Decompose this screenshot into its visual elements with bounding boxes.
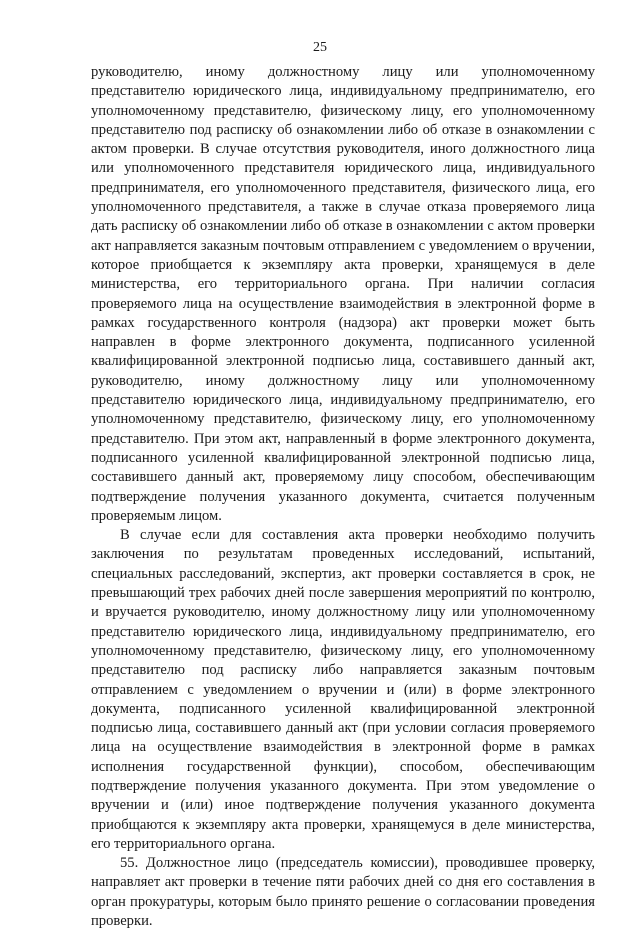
paragraph-continuation: руководителю, иному должностному лицу или уполномоченному представителю юридического лица, индивидуальному предпринимателю, его уполномоченному представителю, физическому лицу, его уполномоченному представителю под расписку об ознакомлении либо об отказе в ознакомлении с актом проверки. В случае отсутствия руководителя, иного должностного лица или уполномоченного представителя юридического лица, индивидуального предпринимателя, его уполномоченного представителя, физического лица, его уполномоченного представителя, а также в случае отказа проверяемого лица дать расписку об ознакомлении либо об отказе в ознакомлении с актом проверки акт направляется заказным почтовым отправлением с уведомлением о вручении, которое приобщается к экземпляру акта проверки, хранящемуся в деле министерства, его территориального органа. При наличии согласия проверяемого лица на осуществление взаимодействия в электронной форме в рамках государственного контроля (надзора) акт проверки может быть направлен в форме электронного документа, подписанного усиленной квалифицированной электронной подписью лица, составившего данный акт, руководителю, иному должностному лицу или уполномоченному представителю юридического лица, индивидуальному предпринимателю, его уполномоченному представителю, физическому лицу, его уполномоченному представителю. При этом акт, направленный в форме электронного документа, подписанного усиленной квалифицированной электронной подписью лица, составившего данный акт, проверяемому лицу способом, обеспечивающим подтверждение получения указанного документа, считается полученным проверяемым лицом. <box>91 64 595 524</box>
paragraph-conclusions: В случае если для составления акта проверки необходимо получить заключения по результатам проведенных исследований, испытаний, специальных расследований, экспертиз, акт проверки составляется в срок, не превышающий трех рабочих дней после завершения мероприятий по контролю, и вручается руководителю, иному должностному лицу или уполномоченному представителю юридического лица, индивидуальному предпринимателю, его уполномоченному представителю, физическому лицу, его уполномоченному представителю под расписку либо направляется заказным почтовым отправлением с уведомлением о вручении и (или) в форме электронного документа, подписанного усиленной квалифицированной электронной подписью лица, составившего данный акт (при условии согласия проверяемого лица на осуществление взаимодействия в электронной форме в рамках исполнения государственной функции), способом, обеспечивающим подтверждение получения указанного документа. При этом уведомление о вручении и (или) иное подтверждение получения указанного документа приобщаются к экземпляру акта проверки, хранящемуся в деле министерства, его территориального органа. <box>91 527 595 852</box>
page-number: 25 <box>313 40 327 55</box>
paragraph-clause-55: 55. Должностное лицо (председатель комиссии), проводившее проверку, направляет акт проверки в течение пяти рабочих дней со дня его составления в орган прокуратуры, которым было принято решение о согласовании проведения проверки. <box>91 855 595 930</box>
document-body <box>91 63 595 931</box>
